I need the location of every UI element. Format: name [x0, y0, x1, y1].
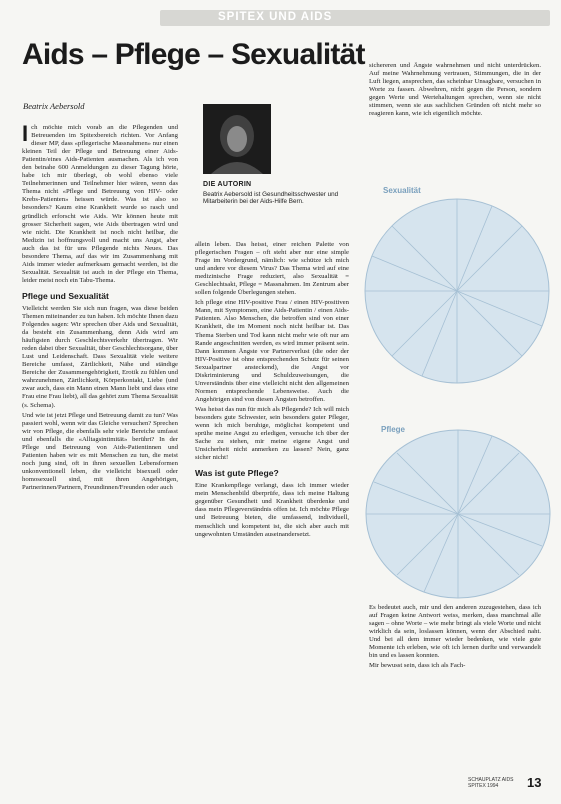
text-column-3-top	[369, 62, 541, 160]
footer-source	[468, 777, 513, 789]
diagram-label-sexualitaet: Sexualität	[383, 186, 421, 195]
author-byline: Beatrix Aebersold	[23, 101, 85, 111]
footer-source-line: SPITEX 1994	[468, 783, 499, 789]
paragraph: Und wie ist jetzt Pflege und Betreuung damit zu tun? Was passiert wohl, wenn wir das Gleiche versuchen? Sprechen wir von Pflege, die ebenfalls sehr viele Bereiche umfasst und ebenfalls die «Alltagsintimität» berührt? In der Pflege und Betreuung von Aids-Patientinnen und Patienten haben wir es mit Menschen zu tun, die meist noch jung sind, oft in ihren sexuellen Lebensformen unkonventionell leben, die vielleicht bisexuell oder homosexuell sind, mit ihren Angehörigen, Partnerinnen/Partnern, Freundinnen/Freunden oder auch	[22, 411, 178, 491]
heading-pflege-sexualitaet: Pflege und Sexualität	[22, 290, 109, 301]
paragraph: Mir bewusst sein, dass ich als Fach-	[369, 662, 466, 670]
paragraph: Es bedeutet auch, mir und den anderen zuzugestehen, dass ich auf Fragen keine Antwort weiss, merken, dass manchmal alle sagen – ohne Worte – wie mehr bringt als viele Worte und nicht wirklich da sein, loslassen können, wenn der Abschied naht. Und bei all dem immer wieder bedenken, wie viele gute Momente ich erleben, wie oft ich lernen durfte und verwandelt bin und es lassen konnten.	[369, 604, 541, 660]
paragraph: Was heisst das nun für mich als Pflegende? Ich will mich besonders gute Schwester, sein besonders guter Pfleger, wenn ich mich beruhige, möglichst kompetent und sprühe meine Angst zu erledigen, versuche ich über der Sache zu stehen, mir meine eigene Angst und Unsicherheit nicht anmerken zu lassen? Nein, ganz sicher nicht!	[195, 405, 349, 462]
paragraph: Vielleicht werden Sie sich nun fragen, was diese beiden Themen miteinander zu tun haben. Ich möchte Ihnen dazu Folgendes sagen: Wir sprechen über Aids und Sexualität, da besteht ein Zusammenhang, denn Aids wird am häufigsten durch Geschlechtsverkehr übertragen. Wir reden dabei über Sexualität, über Geschlechtsorgane, über Lust und Leidenschaft. Dass Sexualität viele weitere Bereiche umfasst, Zärtlichkeit, Nähe und ständige Bereiche der Zusammengehörigkeit, Erotik zu fühlen und wahrzunehmen, Zärtlichkeit, Körperkontakt, Liebe (und zwar auch, dass ein Mann einen Mann liebt und dass eine Frau eine Frau liebt), all das gehört zum Thema Sexualität (s. Schema).	[22, 304, 178, 409]
diagram-sexualitaet	[362, 196, 552, 386]
heading-gute-pflege: Was ist gute Pflege?	[195, 468, 279, 479]
photo-caption-title: DIE AUTORIN	[203, 181, 252, 188]
paragraph: Ich pflege eine HIV-positive Frau / einen HIV-positiven Mann, mit Symptomen, eine Aids-Patientin / einen Aids-Patienten. Also Menschen, die betroffen sind von einer Krankheit, die im Moment noch nicht heilbar ist. Das Thema Sterben und Tod kann nicht mehr wie oft nur am Rande angeschnitten werden, es wird immer präsent sein. Dann kommen Ängste vor Partnerverlust (die oder der HIV-Positive ist ohne entsprechenden Schutz für seinen Sexualpartner ansteckend), die Angst vor Diskriminierung und Schuldzuweisungen, die Unverständnis über eine vielleicht nicht den allgemeinen Normen entsprechende Lebensweise. Auch die Angehörigen sind von diesen Ängsten betroffen.	[195, 299, 349, 403]
footer-source-line: SCHAUPLATZ AIDS	[468, 777, 514, 783]
paragraph: Eine Krankenpflege verlangt, dass ich immer wieder mein Menschenbild überprüfe, dass ich meine Haltung gegenüber Gesundheit und Krankheit überdenke und dass mein Pflegeverständnis offen ist. Ich möchte Pflege und Betreuung bieten, die umfassend, individuell, menschlich und kompetent ist, die sich aber auch mit ungewohnten Umständen auseinandersetzt.	[195, 482, 349, 538]
diagram-pflege	[364, 428, 552, 600]
text-column-1	[22, 124, 178, 784]
photo-caption-text: Beatrix Aebersold ist Gesundheitsschwester und Mitarbeiterin bei der Aids-Hilfe Bern.	[203, 191, 339, 206]
intro-paragraph	[22, 124, 178, 285]
paragraph: sichereren und Ängste wahrnehmen und nicht unterdrücken. Auf meine Wahrnehmung vertrauen, Stimmungen, die in der Luft liegen, ansprechen, das scheinbar Unsagbare, versuchen in Worte zu fassen. Abwehren, nicht gegen die Person, sondern gegen Werte und Wertehaltungen sprechen, wenn sie nicht stimmen, wenn sie aus sachlichen Gründen oft nicht mehr so reagieren kann, wie ich eigentlich möchte.	[369, 62, 541, 118]
paragraph: allein leben. Das heisst, einer reichen Palette von pflegerischen Fragen – oft steht aber nur eine simple Frage im Vordergrund, nämlich: wie schütze ich mich und andere vor diesem Virus? Das Thema wird auf eine medizinische Frage reduziert, also Sexualität = Geschlechtsakt, Pflege = Massnahmen. Im Zentrum aber sollen folgende Überlegungen stehen.	[195, 241, 349, 297]
section-label: SPITEX UND AIDS	[218, 11, 333, 23]
article-title: Aids – Pflege – Sexualität	[22, 38, 365, 71]
text-column-3-bottom	[369, 604, 541, 788]
author-photo	[203, 104, 271, 174]
section-banner	[160, 10, 550, 26]
diagram-label-pflege: Pflege	[381, 425, 406, 434]
text-column-2	[195, 241, 349, 791]
dropcap: I	[22, 124, 29, 146]
page-number: 13	[527, 775, 542, 790]
intro-text: ch möchte mich vorab an die Pflegenden und Betreuenden im Spitexbereich richten. Vor Anfang dieser MP, dass «pflegerische Massnahmen» nur einen kleinen Teil der Pflege und Betreuung einer Aids-Patientin/eines Aids-Patienten ausmachen. Als ich von den beinahe 600 Anmeldungen zu dieser Tagung hörte, habe ich mir überlegt, ob wohl ebenso viele Teilnehmerinnen und Teilnehmer hier wären, wenn das Thema nicht «Pflege und Betreuung von HIV- oder Krebs-Patienten» heissen würde. Was ist also so besonders? Kaum eine Krankheit wurde so rasch und gründlich erforscht wie Aids. Wir können heute mit grosser Sicherheit sagen, wie Aids übertragen wird und wie nicht. Die Krankheit ist noch nicht heilbar, die Medizin ist hoffnungsvoll und macht uns Angst, aber auch das ist für uns Pflegende nichts Neues. Das besondere Thema, auf das wir im Zusammenhang mit Aids immer wieder aufmerksam gemacht werden, ist die Sexualität. Sexualität ist auch in der Pflege ein Thema, leider meist noch ein Tabu-Thema.	[22, 124, 178, 284]
